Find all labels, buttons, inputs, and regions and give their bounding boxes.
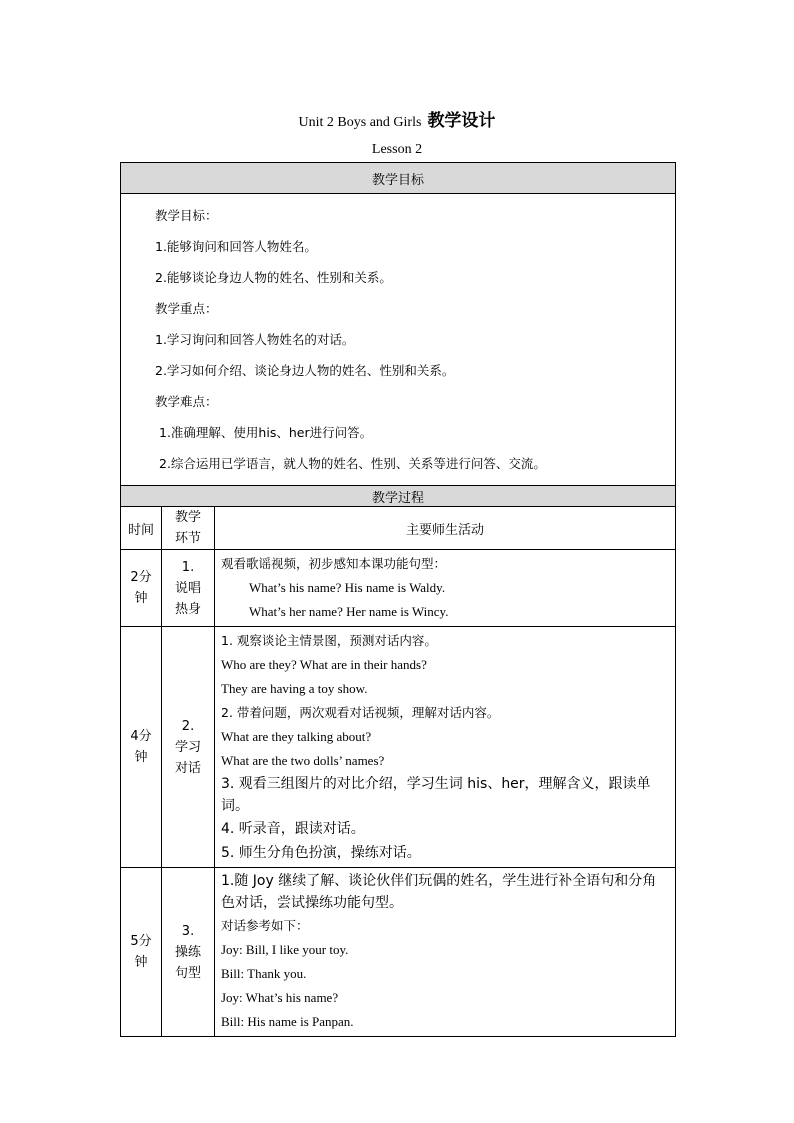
row-time: 5分 钟 <box>121 868 162 1037</box>
row-time: 4分 钟 <box>121 627 162 868</box>
key-point-item: 2.学习如何介绍、谈论身边人物的姓名、性别和关系。 <box>155 363 455 378</box>
goal-item: 1.能够询问和回答人物姓名。 <box>155 239 317 254</box>
column-header-activity: 主要师生活动 <box>215 507 676 550</box>
goals-label: 教学目标： <box>155 208 218 223</box>
row-time: 2分 钟 <box>121 550 162 627</box>
row-stage: 2. 学习 对话 <box>162 627 215 868</box>
goals-section <box>121 194 676 486</box>
difficulty-item: 1.准确理解、使用his、her进行问答。 <box>159 425 373 440</box>
key-points-label: 教学重点： <box>155 301 218 316</box>
goal-item: 2.能够谈论身边人物的姓名、性别和关系。 <box>155 270 392 285</box>
difficulties-label: 教学难点： <box>155 394 218 409</box>
process-header: 教学过程 <box>121 486 676 507</box>
title-chinese: 教学设计 <box>427 111 496 131</box>
row-activity: 观看歌谣视频，初步感知本课功能句型： What’s his name? His name is Waldy. What’s her name? Her name is Wincy. <box>215 550 676 627</box>
row-activity: 1. 观察谈论主情景图，预测对话内容。 Who are they? What are in their hands? They are having a toy show. 2. 带着问题，两次观看对话视频，理解对话内容。 What are they talking about? What are the two dolls’ names? 3. 观看三组图片的对比介绍，学习生词 his、her，理解含义，跟读单词。 4. 听录音，跟读对话。 5. 师生分角色扮演，操练对话。 <box>215 627 676 868</box>
goals-header: 教学目标 <box>121 163 676 194</box>
row-stage: 1. 说唱 热身 <box>162 550 215 627</box>
table-row <box>121 868 676 1037</box>
lesson-plan-table <box>120 162 676 1037</box>
title-english: Unit 2 Boys and Girls <box>298 115 422 130</box>
difficulty-item: 2.综合运用已学语言，就人物的姓名、性别、关系等进行问答、交流。 <box>159 456 546 471</box>
table-row <box>121 627 676 868</box>
document-title <box>0 106 794 131</box>
key-point-item: 1.学习询问和回答人物姓名的对话。 <box>155 332 355 347</box>
column-header-time: 时间 <box>121 507 162 550</box>
row-activity: 1.随 Joy 继续了解、谈论伙伴们玩偶的姓名，学生进行补全语句和分角色对话，尝试操练功能句型。 对话参考如下： Joy: Bill, I like your toy. Bill: Thank you. Joy: What’s his name? Bill: His name is Panpan. <box>215 868 676 1037</box>
document-subtitle: Lesson 2 <box>371 142 423 157</box>
row-stage: 3. 操练 句型 <box>162 868 215 1037</box>
table-row <box>121 550 676 627</box>
column-header-stage: 教学 环节 <box>162 507 215 550</box>
